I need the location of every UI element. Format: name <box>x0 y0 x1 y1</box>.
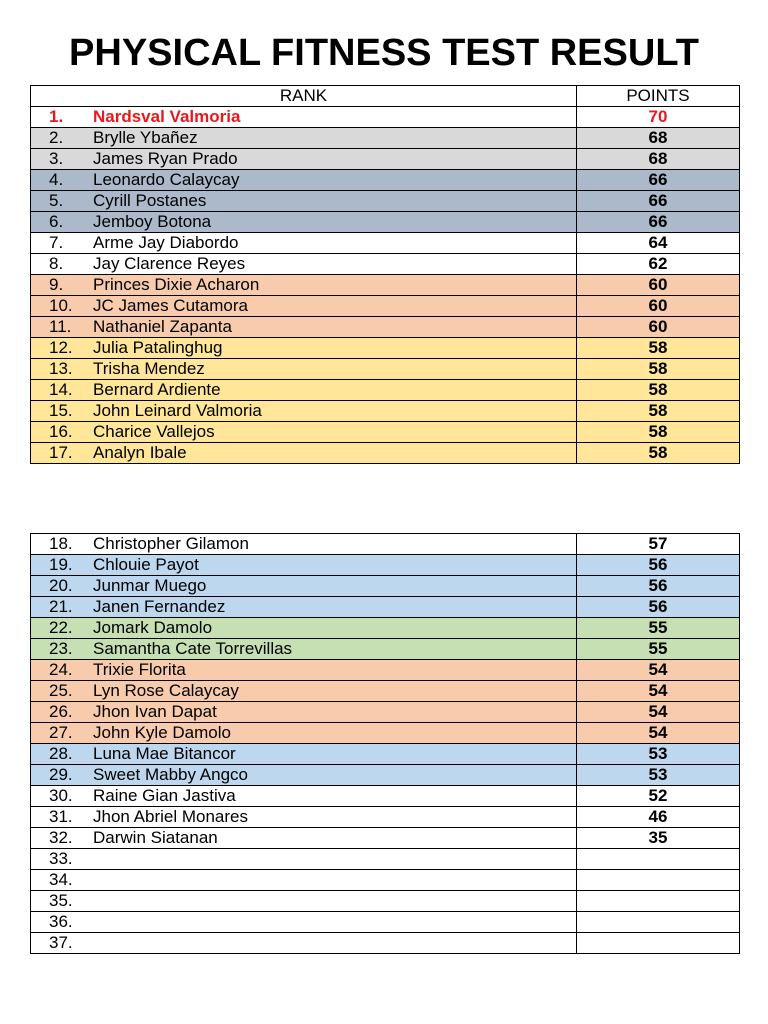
rank-cell <box>31 275 577 296</box>
table-row <box>31 681 740 702</box>
rank-cell <box>31 891 577 912</box>
rank-cell <box>31 422 577 443</box>
points-cell: 56 <box>577 576 740 597</box>
table-row <box>31 849 740 870</box>
rank-cell <box>31 338 577 359</box>
points-cell: 68 <box>577 128 740 149</box>
points-cell: 58 <box>577 359 740 380</box>
table-row <box>31 254 740 275</box>
rank-number: 11. <box>49 317 72 336</box>
table-row <box>31 359 740 380</box>
rank-cell <box>31 765 577 786</box>
points-cell: 35 <box>577 828 740 849</box>
table-row <box>31 723 740 744</box>
points-cell: 53 <box>577 744 740 765</box>
rank-number: 13. <box>49 359 73 378</box>
rank-number: 36. <box>49 912 73 931</box>
table-row <box>31 639 740 660</box>
points-cell: 62 <box>577 254 740 275</box>
rank-cell <box>31 828 577 849</box>
table-row <box>31 317 740 338</box>
table-row <box>31 576 740 597</box>
participant-name: Jomark Damolo <box>93 618 213 637</box>
rank-cell <box>31 380 577 401</box>
participant-name: Charice Vallejos <box>93 422 215 441</box>
rank-number: 33. <box>49 849 73 868</box>
participant-name: Jhon Ivan Dapat <box>93 702 217 721</box>
table-row <box>31 870 740 891</box>
points-cell: 54 <box>577 723 740 744</box>
rank-cell <box>31 401 577 422</box>
rank-cell <box>31 723 577 744</box>
rank-cell <box>31 555 577 576</box>
rank-number: 18. <box>49 534 73 553</box>
rank-number: 37. <box>49 933 73 952</box>
rank-cell <box>31 597 577 618</box>
rank-cell <box>31 149 577 170</box>
participant-name: Brylle Ybañez <box>93 128 198 147</box>
points-cell: 66 <box>577 170 740 191</box>
rank-number: 29. <box>49 765 73 784</box>
points-cell: 55 <box>577 618 740 639</box>
rank-cell <box>31 296 577 317</box>
rank-cell <box>31 233 577 254</box>
rank-cell <box>31 443 577 464</box>
table-row <box>31 618 740 639</box>
points-cell: 58 <box>577 338 740 359</box>
rank-cell <box>31 639 577 660</box>
participant-name: Darwin Siatanan <box>93 828 218 847</box>
table-row <box>31 170 740 191</box>
table-row <box>31 765 740 786</box>
rank-cell <box>31 807 577 828</box>
rank-number: 12. <box>49 338 73 357</box>
rank-number: 21. <box>49 597 73 616</box>
participant-name: Christopher Gilamon <box>93 534 249 553</box>
table-row <box>31 233 740 254</box>
points-cell <box>577 912 740 933</box>
participant-name: Samantha Cate Torrevillas <box>93 639 293 658</box>
table-row <box>31 828 740 849</box>
table-row <box>31 933 740 954</box>
table-row <box>31 891 740 912</box>
table-row <box>31 107 740 128</box>
rank-number: 19. <box>49 555 73 574</box>
results-body-bottom <box>31 534 740 954</box>
rank-cell <box>31 191 577 212</box>
rank-cell <box>31 128 577 149</box>
rank-cell <box>31 912 577 933</box>
participant-name: James Ryan Prado <box>93 149 238 168</box>
rank-cell <box>31 317 577 338</box>
rank-number: 35. <box>49 891 73 910</box>
table-row <box>31 128 740 149</box>
points-cell: 54 <box>577 702 740 723</box>
participant-name: Nathaniel Zapanta <box>93 317 232 336</box>
rank-cell <box>31 660 577 681</box>
participant-name: Janen Fernandez <box>93 597 226 616</box>
points-cell: 54 <box>577 681 740 702</box>
rank-number: 24. <box>49 660 73 679</box>
table-row <box>31 443 740 464</box>
table-row <box>31 660 740 681</box>
rank-number: 4. <box>49 170 64 189</box>
participant-name: Cyrill Postanes <box>93 191 207 210</box>
participant-name: Jay Clarence Reyes <box>93 254 246 273</box>
participant-name: Chlouie Payot <box>93 555 199 574</box>
table-row <box>31 275 740 296</box>
points-cell: 60 <box>577 317 740 338</box>
points-cell <box>577 891 740 912</box>
participant-name: Julia Patalinghug <box>93 338 223 357</box>
rank-number: 20. <box>49 576 73 595</box>
points-cell: 60 <box>577 296 740 317</box>
participant-name: John Leinard Valmoria <box>93 401 262 420</box>
participant-name: Leonardo Calaycay <box>93 170 240 189</box>
participant-name: Junmar Muego <box>93 576 207 595</box>
rank-cell <box>31 254 577 275</box>
points-cell: 60 <box>577 275 740 296</box>
rank-cell <box>31 212 577 233</box>
rank-cell <box>31 534 577 555</box>
rank-number: 34. <box>49 870 73 889</box>
points-cell: 46 <box>577 807 740 828</box>
rank-cell <box>31 744 577 765</box>
rank-cell <box>31 359 577 380</box>
participant-name: Raine Gian Jastiva <box>93 786 236 805</box>
rank-cell <box>31 576 577 597</box>
rank-number: 9. <box>49 275 64 294</box>
rank-number: 1. <box>49 107 64 126</box>
rank-cell <box>31 933 577 954</box>
participant-name: Princes Dixie Acharon <box>93 275 260 294</box>
points-cell: 64 <box>577 233 740 254</box>
rank-number: 10. <box>49 296 73 315</box>
points-cell: 58 <box>577 422 740 443</box>
results-table-top <box>30 85 740 464</box>
rank-number: 22. <box>49 618 73 637</box>
header-row <box>31 86 740 107</box>
table-row <box>31 912 740 933</box>
participant-name: Analyn Ibale <box>93 443 187 462</box>
participant-name: Sweet Mabby Angco <box>93 765 248 784</box>
table-row <box>31 555 740 576</box>
rank-number: 2. <box>49 128 64 147</box>
participant-name: Trisha Mendez <box>93 359 205 378</box>
points-header: POINTS <box>577 86 740 107</box>
participant-name: Bernard Ardiente <box>93 380 221 399</box>
participant-name: JC James Cutamora <box>93 296 248 315</box>
rank-number: 23. <box>49 639 73 658</box>
points-cell: 54 <box>577 660 740 681</box>
rank-number: 26. <box>49 702 73 721</box>
table-row <box>31 597 740 618</box>
results-body-top <box>31 107 740 464</box>
rank-number: 7. <box>49 233 64 252</box>
points-cell: 58 <box>577 443 740 464</box>
rank-cell <box>31 170 577 191</box>
rank-cell <box>31 786 577 807</box>
rank-number: 30. <box>49 786 73 805</box>
rank-number: 17. <box>49 443 73 462</box>
rank-number: 3. <box>49 149 64 168</box>
rank-cell <box>31 870 577 891</box>
rank-number: 32. <box>49 828 73 847</box>
participant-name: Luna Mae Bitancor <box>93 744 236 763</box>
table-row <box>31 380 740 401</box>
rank-number: 27. <box>49 723 73 742</box>
table-row <box>31 212 740 233</box>
rank-number: 25. <box>49 681 73 700</box>
rank-cell <box>31 702 577 723</box>
rank-cell <box>31 849 577 870</box>
points-cell: 53 <box>577 765 740 786</box>
table-row <box>31 744 740 765</box>
rank-number: 5. <box>49 191 64 210</box>
table-row <box>31 807 740 828</box>
rank-number: 28. <box>49 744 73 763</box>
points-cell <box>577 849 740 870</box>
points-cell: 66 <box>577 212 740 233</box>
table-row <box>31 149 740 170</box>
points-cell: 70 <box>577 107 740 128</box>
rank-number: 16. <box>49 422 73 441</box>
rank-number: 8. <box>49 254 64 273</box>
rank-cell <box>31 681 577 702</box>
table-row <box>31 702 740 723</box>
rank-number: 6. <box>49 212 64 231</box>
rank-number: 31. <box>49 807 73 826</box>
rank-number: 14. <box>49 380 73 399</box>
table-row <box>31 786 740 807</box>
table-row <box>31 296 740 317</box>
participant-name: John Kyle Damolo <box>93 723 231 742</box>
table-row <box>31 534 740 555</box>
rank-number: 15. <box>49 401 73 420</box>
points-cell: 58 <box>577 401 740 422</box>
points-cell: 66 <box>577 191 740 212</box>
results-table-bottom <box>30 533 740 954</box>
rank-header: RANK <box>31 86 577 107</box>
points-cell <box>577 933 740 954</box>
rank-cell <box>31 618 577 639</box>
table-row <box>31 401 740 422</box>
points-cell: 52 <box>577 786 740 807</box>
participant-name: Arme Jay Diabordo <box>93 233 239 252</box>
participant-name: Jemboy Botona <box>93 212 212 231</box>
participant-name: Lyn Rose Calaycay <box>93 681 239 700</box>
points-cell: 57 <box>577 534 740 555</box>
page-title: PHYSICAL FITNESS TEST RESULT <box>69 32 699 74</box>
points-cell <box>577 870 740 891</box>
points-cell: 56 <box>577 555 740 576</box>
participant-name: Nardsval Valmoria <box>93 107 241 126</box>
points-cell: 55 <box>577 639 740 660</box>
participant-name: Jhon Abriel Monares <box>93 807 248 826</box>
points-cell: 56 <box>577 597 740 618</box>
table-row <box>31 191 740 212</box>
table-row <box>31 422 740 443</box>
rank-cell <box>31 107 577 128</box>
points-cell: 68 <box>577 149 740 170</box>
participant-name: Trixie Florita <box>93 660 186 679</box>
points-cell: 58 <box>577 380 740 401</box>
table-row <box>31 338 740 359</box>
